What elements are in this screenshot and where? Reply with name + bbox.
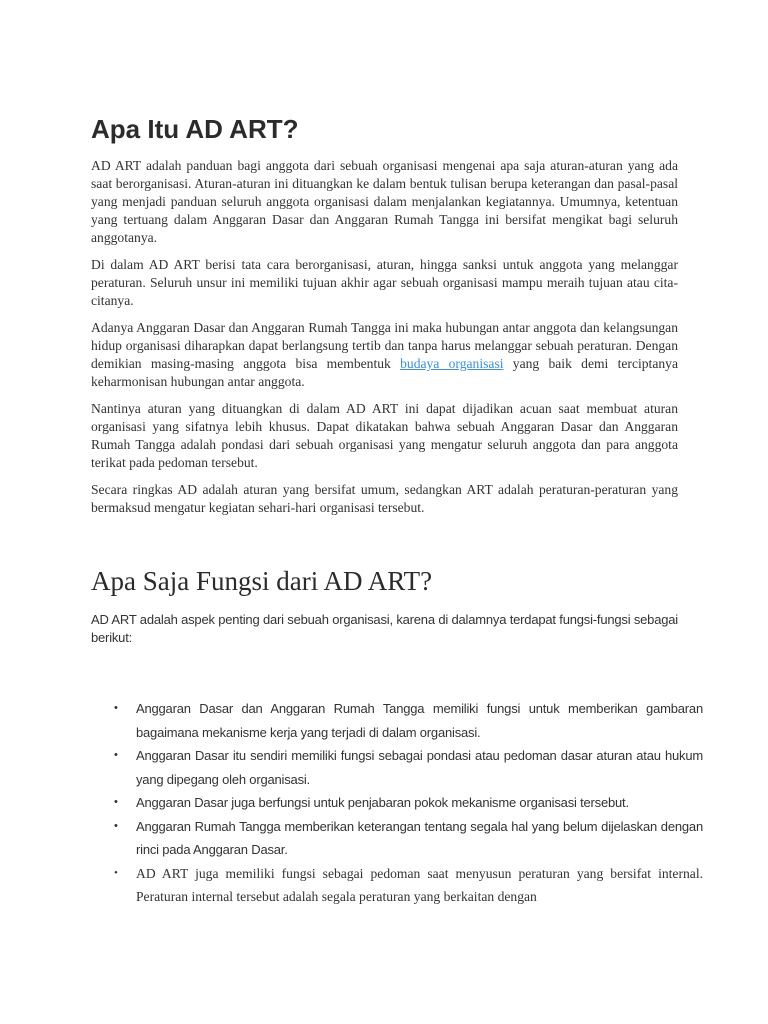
paragraph-contents: Di dalam AD ART berisi tata cara berorganisasi, aturan, hingga sanksi untuk anggota yang melanggar peraturan. Seluruh unsur ini memiliki tujuan akhir agar sebuah organisasi mampu meraih tujuan atau cita-citanya. <box>91 257 678 308</box>
list-item <box>114 862 703 909</box>
list-item-text: Anggaran Dasar juga berfungsi untuk penjabaran pokok mekanisme organisasi tersebut. <box>136 795 629 810</box>
paragraph-reference: Nantinya aturan yang dituangkan di dalam AD ART ini dapat dijadikan acuan saat membuat aturan organisasi yang sifatnya lebih khusus. Dapat dikatakan bahwa sebuah Anggaran Dasar dan Anggaran Rumah Tangga adalah pondasi dari sebuah organisasi yang mengatur seluruh anggota dan para anggota terikat pada pedoman tersebut. <box>91 401 678 470</box>
list-item <box>114 791 703 815</box>
section-functions <box>91 611 678 656</box>
paragraph-relations-text-after: yang baik demi terciptanya keharmonisan hubungan antar anggota. <box>91 356 678 389</box>
bullet-icon: • <box>114 749 118 761</box>
paragraph-definition: AD ART adalah panduan bagi anggota dari sebuah organisasi mengenai apa saja aturan-aturan yang ada saat berorganisasi. Aturan-aturan ini dituangkan ke dalam bentuk tulisan berupa keterangan dan pasal-pasal yang menjadi panduan seluruh anggota organisasi dalam menjalankan kegiatannya. Umumnya, ketentuan yang tertuang dalam Anggaran Dasar dan Anggaran Rumah Tangga ini bersifat mengikat bagi seluruh anggotanya. <box>91 158 678 245</box>
list-item <box>114 815 703 862</box>
paragraph-relations <box>91 319 678 391</box>
list-item-text: Anggaran Dasar dan Anggaran Rumah Tangga memiliki fungsi untuk memberikan gambaran bagaimana mekanisme kerja yang terjadi di dalam organisasi. <box>136 701 703 740</box>
list-item <box>114 744 703 791</box>
budaya-organisasi-link[interactable]: budaya organisasi <box>400 356 504 371</box>
section-heading-functions: Apa Saja Fungsi dari AD ART? <box>91 566 433 596</box>
paragraph-relations-text-before: Adanya Anggaran Dasar dan Anggaran Rumah Tangga ini maka hubungan antar anggota dan kelangsungan hidup organisasi diharapkan dapat berlangsung tertib dan tanpa harus melanggar sebuah peraturan. Dengan demikian masing-masing anggota bisa membentuk <box>91 320 678 371</box>
section-what-is-ad-art <box>91 157 678 526</box>
bullet-icon: • <box>114 866 118 879</box>
bullet-icon: • <box>114 819 118 832</box>
functions-list <box>111 697 703 909</box>
paragraph-functions-intro: AD ART adalah aspek penting dari sebuah organisasi, karena di dalamnya terdapat fungsi-fungsi sebagai berikut: <box>91 612 678 645</box>
list-item <box>114 697 703 744</box>
section-heading-what-is-ad-art: Apa Itu AD ART? <box>91 114 299 144</box>
bullet-icon: • <box>114 702 118 714</box>
list-item-text: Anggaran Rumah Tangga memberikan keterangan tentang segala hal yang belum dijelaskan dengan rinci pada Anggaran Dasar. <box>136 818 703 857</box>
list-item-text: Anggaran Dasar itu sendiri memiliki fungsi sebagai pondasi atau pedoman dasar aturan atau hukum yang dipegang oleh organisasi. <box>136 748 703 787</box>
paragraph-summary: Secara ringkas AD adalah aturan yang bersifat umum, sedangkan ART adalah peraturan-peraturan yang bermaksud mengatur kegiatan sehari-hari organisasi tersebut. <box>91 482 678 515</box>
list-item-text: AD ART juga memiliki fungsi sebagai pedoman saat menyusun peraturan yang bersifat internal. Peraturan internal tersebut adalah segala peraturan yang berkaitan dengan <box>136 865 703 904</box>
bullet-icon: • <box>114 796 118 808</box>
